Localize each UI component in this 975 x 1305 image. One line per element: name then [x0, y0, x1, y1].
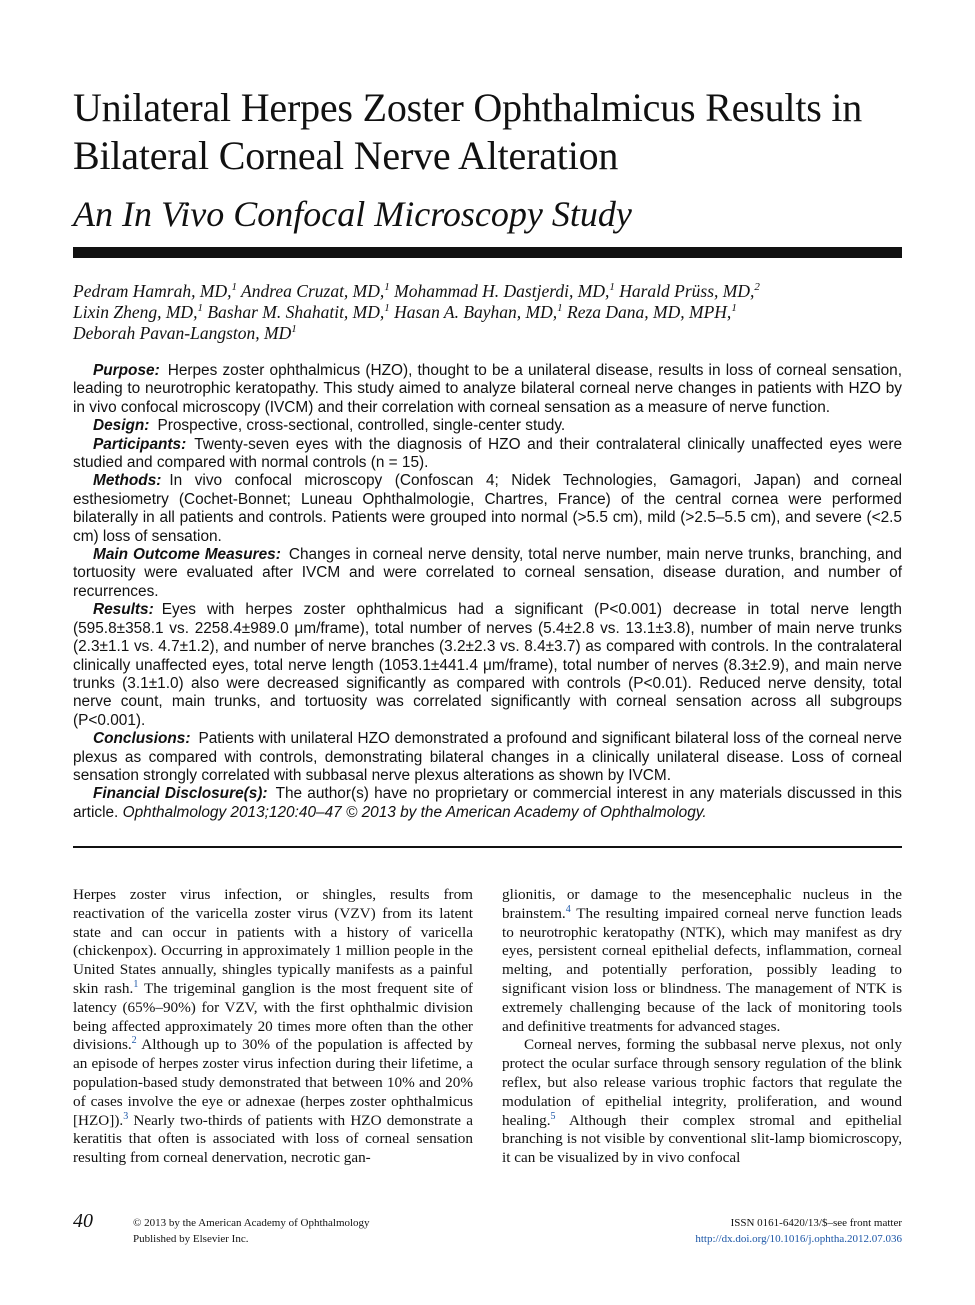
body-text: Corneal nerves, forming the subbasal nerve plexus, not only protect the ocular surface through sensory regulation of the blink reflex, but also release various trophic factors that regulate the modulation of epithelial integrity, proliferation, and wound healing.: [502, 1036, 902, 1129]
body-text: The trigeminal ganglion is the most frequent site of latency (65%–90%) for VZV, with the first ophthalmic division being affected approximately 20 times more often than the other divisions.: [73, 979, 473, 1054]
article-subtitle: An In Vivo Confocal Microscopy Study: [73, 194, 632, 234]
title-divider: [73, 247, 902, 258]
author-name: Bashar M. Shahatit, MD,: [207, 302, 385, 322]
abstract-purpose: [73, 362, 902, 417]
section-text: Changes in corneal nerve density, total nerve number, main nerve trunks, branching, and tortuosity were evaluated after IVCM and were correlated to corneal sensation, disease duration, and number of recurrences.: [73, 546, 902, 600]
section-label: Purpose:: [93, 362, 160, 379]
author-affiliation: 2: [754, 281, 760, 294]
journal-citation: Ophthalmology 2013;120:40–47 © 2013 by the American Academy of Ophthalmology.: [122, 803, 707, 821]
reference-link[interactable]: 3: [123, 1110, 129, 1122]
abstract-methods: [73, 472, 902, 546]
reference-link[interactable]: 4: [565, 903, 571, 915]
author-affiliation: 1: [384, 302, 390, 315]
section-label: Conclusions:: [93, 730, 191, 748]
abstract-participants: [73, 436, 902, 473]
section-text: In vivo confocal microscopy (Confoscan 4; Nidek Technologies, Gamagori, Japan) and corneal esthesiometry (Cochet-Bonnet; Luneau Ophthalmologie, Chartres, France) of the central cornea were performed bilaterally in all patients and controls. Patients were grouped into normal (>5.5 cm), mild (>2.5–5.5 cm), and severe (<2.5 cm) loss of sensation.: [73, 472, 902, 545]
author-affiliation: 1: [197, 302, 203, 315]
abstract-conclusions: [73, 730, 902, 785]
body-text: Although their complex stromal and epithelial branching is not visible by conventional slit-lamp biomicroscopy, it can be visualized by in vivo confocal: [502, 1111, 902, 1167]
author-affiliation: 1: [731, 302, 737, 315]
footer-identifiers: [695, 1215, 902, 1247]
author-list: [73, 281, 903, 344]
abstract-divider: [73, 846, 902, 848]
body-text: The resulting impaired corneal nerve function leads to neurotrophic keratopathy (NTK), which may manifest as dry eyes, persistent corneal epithelial defects, inflammation, corneal melting, and potentially perforation, possibly leading to significant vision loss or blindness. The management of NTK is extremely challenging because of the lack of monitoring tools and definitive treatments for advanced stages.: [502, 904, 902, 1035]
publisher-line: Published by Elsevier Inc.: [133, 1233, 249, 1245]
author-affiliation: 1: [291, 323, 297, 336]
copyright-line: © 2013 by the American Academy of Ophthalmology: [133, 1217, 370, 1229]
author-name: Mohammad H. Dastjerdi, MD,: [394, 281, 610, 301]
section-text: Twenty-seven eyes with the diagnosis of HZO and their contralateral clinically unaffected eyes were studied and compared with normal controls (n = 15).: [73, 435, 902, 472]
abstract-results: [73, 601, 902, 730]
section-text: Herpes zoster ophthalmicus (HZO), thought to be a unilateral disease, results in loss of corneal sensation, leading to neurotrophic keratopathy. This study aimed to analyze bilateral corneal nerve changes in patients with HZO by in vivo confocal microscopy (IVCM) and their correlation with corneal sensation as a measure of nerve function.: [73, 362, 902, 416]
abstract-disclosure: [73, 785, 902, 822]
author-name: Reza Dana, MD, MPH,: [567, 302, 732, 322]
section-label: Main Outcome Measures:: [93, 546, 281, 564]
author-affiliation: 1: [384, 281, 390, 294]
body-text: Herpes zoster virus infection, or shingles, results from reactivation of the varicella zoster virus (VZV) from its latent state and can occur in patients with a history of varicella (chickenpox). Occurring in approximately 1 million people in the United States annually, shingles typically manifests as a painful skin rash.: [73, 886, 473, 997]
author-name: Andrea Cruzat, MD,: [241, 281, 385, 301]
author-affiliation: 1: [231, 281, 237, 294]
body-column-left: [73, 886, 473, 1168]
author-name: Hasan A. Bayhan, MD,: [394, 302, 558, 322]
section-text: Patients with unilateral HZO demonstrated a profound and significant bilateral loss of the corneal nerve plexus as compared with controls, demonstrating bilateral changes in a clinically unilateral disease. Loss of corneal sensation strongly correlated with subbasal nerve plexus alterations as shown by IVCM.: [73, 730, 902, 784]
author-affiliation: 1: [557, 302, 563, 315]
section-label: Participants:: [93, 435, 187, 453]
section-label: Methods:: [93, 472, 162, 490]
body-text: Nearly two-thirds of patients with HZO demonstrate a keratitis that often is associated with loss of corneal sensation resulting from corneal denervation, necrotic gan-: [73, 1111, 473, 1167]
issn-line: ISSN 0161-6420/13/$–see front matter: [730, 1217, 902, 1229]
author-name: Harald Prüss, MD,: [619, 281, 755, 301]
body-column-right: [502, 886, 902, 1168]
section-text: Prospective, cross-sectional, controlled, single-center study.: [157, 417, 566, 435]
abstract: [73, 362, 902, 822]
doi-link[interactable]: http://dx.doi.org/10.1016/j.ophtha.2012.07.036: [695, 1233, 902, 1245]
reference-link[interactable]: 5: [550, 1110, 556, 1122]
abstract-design: [73, 417, 902, 435]
article-title: Unilateral Herpes Zoster Ophthalmicus Results in Bilateral Corneal Nerve Alteration: [73, 85, 863, 178]
abstract-outcomes: [73, 546, 902, 601]
author-name: Lixin Zheng, MD,: [73, 302, 198, 322]
reference-link[interactable]: 1: [133, 978, 139, 990]
page-number: 40: [73, 1210, 93, 1232]
body-paragraph: [502, 1036, 902, 1168]
body-text: glionitis, or damage to the mesencephalic nucleus in the brainstem.: [502, 886, 902, 922]
section-label: Financial Disclosure(s):: [93, 785, 268, 803]
body-paragraph: [73, 886, 473, 1168]
author-affiliation: 1: [609, 281, 615, 294]
section-text: Eyes with herpes zoster ophthalmicus had a significant (P<0.001) decrease in total nerve length (595.8±358.1 vs. 2258.4±989.0 μm/frame), total number of nerves (5.4±2.8 vs. 13.1±3.8), number of main nerve trunks (2.3±1.1 vs. 4.7±1.2), and number of nerve branches (3.2±2.3 vs. 8.4±3.7) as compared with controls. In the contralateral clinically unaffected eyes, total nerve length (1053.1±441.4 μm/frame), total number of nerves (8.3±2.9), and main nerve trunks (3.1±1.0) also were decreased significantly as compared with controls (P<0.01). Reduced nerve density, total nerve count, main trunks, and tortuosity was correlated significantly with corneal sensation across all subgroups (P<0.001).: [73, 601, 902, 729]
section-label: Results:: [93, 601, 154, 619]
section-text: The author(s) have no proprietary or commercial interest in any materials discussed in this article.: [73, 785, 902, 821]
reference-link[interactable]: 2: [131, 1035, 137, 1047]
section-label: Design:: [93, 417, 150, 435]
body-text: Although up to 30% of the population is affected by an episode of herpes zoster virus infection during their lifetime, a population-based study demonstrated that between 10% and 20% of cases involve the eye or adnexae (herpes zoster ophthalmicus [HZO]).: [73, 1036, 473, 1129]
body-paragraph: [502, 886, 902, 1036]
author-name: Pedram Hamrah, MD,: [73, 281, 232, 301]
footer-copyright: [133, 1215, 370, 1247]
author-name: Deborah Pavan-Langston, MD: [73, 323, 292, 343]
